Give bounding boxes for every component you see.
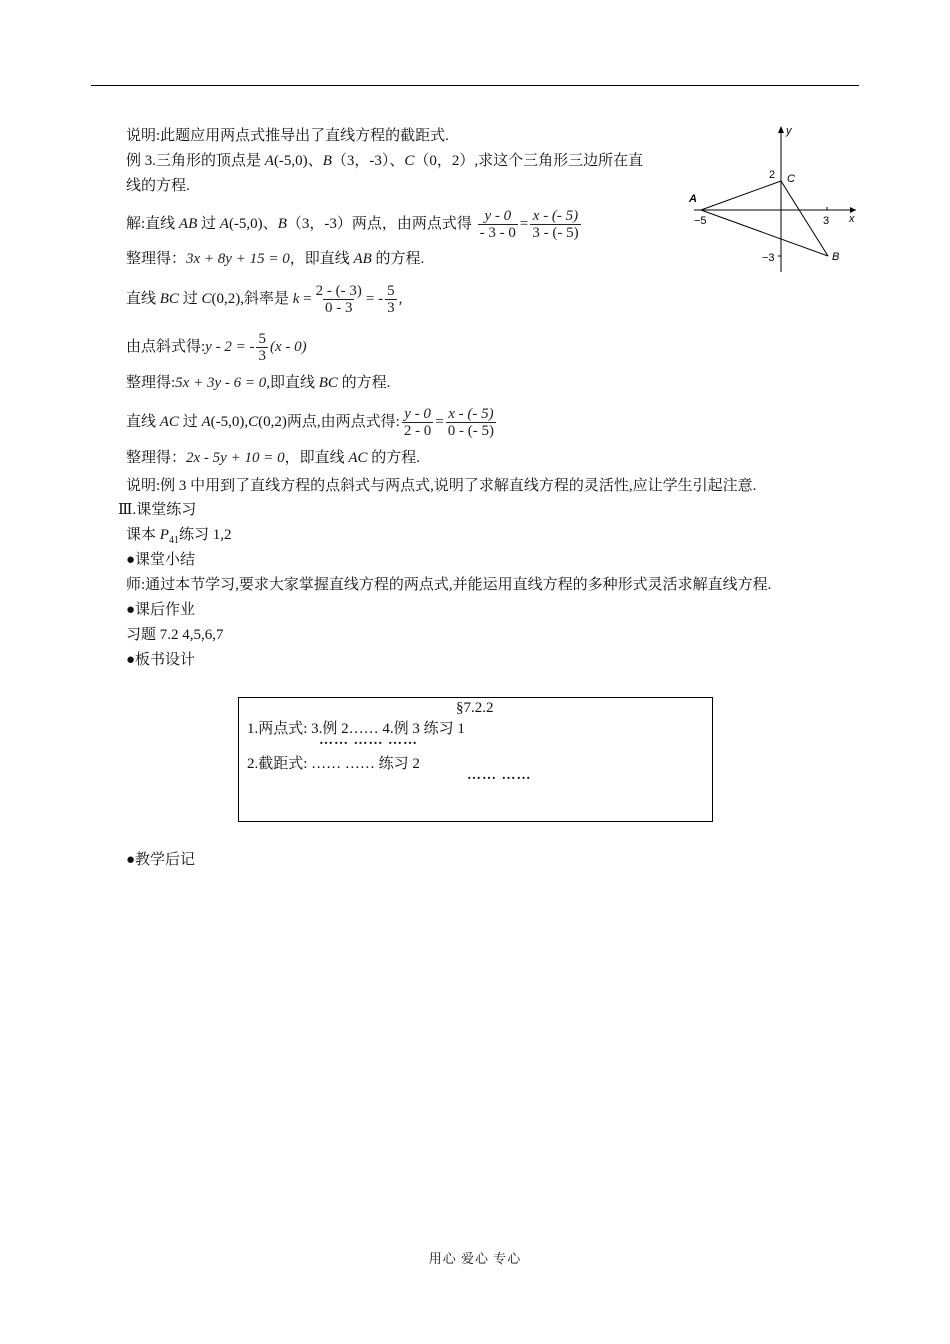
example-suffix: ,求这个三角形三边所在直 <box>474 153 644 169</box>
example3-statement <box>126 151 643 171</box>
point-b-label: B <box>832 251 840 263</box>
fraction-denominator: - 3 - 0 <box>479 225 516 242</box>
section-practice <box>118 500 196 520</box>
line-bc-slope: 直线 BC 过 C(0,2),斜率是 k = $\frac{2 - (- 3)}{0 - 3}$ = - $\frac{5}{3}$ , <box>126 283 403 317</box>
board-design-box <box>238 697 713 822</box>
page-footer: 用心 爱心 专心 <box>428 1251 522 1266</box>
tidy-label: 整理得: <box>126 375 176 391</box>
text-over: 过 <box>178 414 202 430</box>
section-heading: ●课后作业 <box>126 602 196 618</box>
text-hence: ,即直线 <box>266 375 319 391</box>
section-heading: Ⅲ.课堂练习 <box>118 502 197 518</box>
fraction-denominator: 0 - (- 5) <box>447 423 495 440</box>
tidy-ab <box>126 249 424 269</box>
point-slope <box>126 326 307 368</box>
text-equation: 的方程. <box>337 375 391 391</box>
fraction-numerator: 5 <box>258 331 266 348</box>
note-flexibility <box>126 476 756 496</box>
point-c-label: C <box>787 173 795 185</box>
text-over: 过 <box>178 291 202 307</box>
fraction-slope <box>314 283 364 316</box>
y-axis-label: y <box>786 125 792 137</box>
fraction-ac-right <box>446 406 496 439</box>
board-title: §7.2.2 <box>456 700 494 716</box>
text-over: 过 <box>197 216 220 232</box>
tidy-label: 整理得： <box>126 251 187 267</box>
board-heading <box>126 650 195 670</box>
coord-c: （0，2） <box>414 153 475 169</box>
textbook-exercise <box>126 525 231 551</box>
text-equation: 的方程. <box>371 251 425 267</box>
tidy-label: 整理得： <box>126 450 187 466</box>
line-ac-label: AC <box>159 414 179 430</box>
equation-ab: 3x + 8y + 15 = 0 <box>186 251 290 267</box>
equation-bc: 5x + 3y - 6 = 0 <box>175 375 267 391</box>
fraction-denominator: 3 <box>258 348 266 365</box>
vertex-b: B <box>322 153 332 169</box>
fraction-numerator: y - 0 <box>404 406 431 423</box>
summary-heading <box>126 550 195 570</box>
point-a-label: A <box>689 193 697 205</box>
line-bc-label: BC <box>318 375 338 391</box>
tick-label-2: 2 <box>769 169 776 181</box>
coord-a: (-5,0), <box>210 414 249 430</box>
fraction-five-thirds <box>256 331 268 364</box>
coord-a: (-5,0) <box>228 216 263 232</box>
text-line: 直线 <box>126 291 160 307</box>
fraction-ab-right <box>530 208 580 241</box>
vertex-c: C <box>201 291 212 307</box>
fraction-numerator: 5 <box>387 283 395 300</box>
equation-ac: 2x - 5y + 10 = 0 <box>186 450 285 466</box>
fraction-numerator: 2 - (- 3) <box>315 283 362 300</box>
fraction-denominator: 3 <box>387 300 395 317</box>
fraction-five-thirds <box>385 283 397 316</box>
board-row-2: 2.截距式: …… …… 练习 2 <box>247 756 420 772</box>
exercise-list: 练习 1,2 <box>178 527 232 543</box>
text-line: 直线 <box>126 414 160 430</box>
fraction-ac-left <box>402 406 434 439</box>
example3-statement-cont <box>126 176 190 196</box>
slope-text: ,斜率是 <box>240 291 293 307</box>
homework-heading <box>126 600 195 620</box>
coord-c: (0,2) <box>258 414 287 430</box>
page-number: 41 <box>168 535 179 546</box>
line-ac: 直线 AC 过 A(-5,0),C(0,2)两点,由两点式得: $\frac{y - 0}{2 - 0}$ = $\frac{x - (- 5)}{0 - (- 5)}$ <box>126 406 495 440</box>
fraction-numerator: x - (- 5) <box>448 406 494 423</box>
text-hence: ，即直线 <box>289 251 354 267</box>
line-bc-label: BC <box>159 291 179 307</box>
separator: 、 <box>307 153 323 169</box>
postscript-heading <box>126 850 195 870</box>
fraction-denominator: 2 - 0 <box>403 423 432 440</box>
homework-body: 习题 7.2 4,5,6,7 <box>126 627 224 643</box>
section-heading: ●课堂小结 <box>126 552 196 568</box>
fraction-numerator: y - 0 <box>484 208 512 225</box>
text-equation: 的方程. <box>367 450 421 466</box>
coord-b: （3，-3） <box>331 153 390 169</box>
separator: 、 <box>262 216 278 232</box>
vertex-a: A <box>219 216 229 232</box>
fraction-denominator: 0 - 3 <box>324 300 353 317</box>
line-ab-label: AB <box>178 216 198 232</box>
line-ac-label: AC <box>348 450 368 466</box>
board-row-1-dots: …… …… …… <box>319 733 418 748</box>
summary-text <box>126 575 771 595</box>
text-hence: ，即直线 <box>284 450 349 466</box>
coord-a: (-5,0) <box>273 153 308 169</box>
note-intercept <box>126 126 449 146</box>
board-row-1: 1.两点式: 3.例 2…… 4.例 3 练习 1 <box>247 721 465 737</box>
vertex-a: A <box>201 414 211 430</box>
point-slope-rhs: (x - 0) <box>269 339 307 355</box>
example-line2: 线的方程. <box>126 178 190 194</box>
triangle-figure <box>684 122 864 282</box>
example-prefix: 例 3.三角形的顶点是 <box>126 153 265 169</box>
segment-bc <box>781 181 828 256</box>
note-text: 说明:例 3 中用到了直线方程的点斜式与两点式,说明了求解直线方程的灵活性,应让学生引起注意. <box>126 478 757 494</box>
summary-body: 师:通过本节学习,要求大家掌握直线方程的两点式,并能运用直线方程的多种形式灵活求解直线方程. <box>126 577 772 593</box>
section-heading: ●板书设计 <box>126 652 196 668</box>
vertex-c: C <box>248 414 259 430</box>
y-axis-arrow-icon <box>778 126 784 133</box>
solution-prefix: 解:直线 <box>126 216 179 232</box>
line-ab-label: AB <box>353 251 372 267</box>
note-text: 说明:此题应用两点式推导出了直线方程的截距式. <box>126 128 449 144</box>
x-axis-label: x <box>849 213 855 225</box>
section-heading: ●教学后记 <box>126 852 196 868</box>
vertex-c: C <box>404 153 415 169</box>
fraction-denominator: 3 - (- 5) <box>532 225 579 242</box>
coord-c: (0,2) <box>211 291 241 307</box>
fraction-numerator: x - (- 5) <box>532 208 579 225</box>
tidy-ac <box>126 448 420 468</box>
point-slope-label: 由点斜式得: <box>126 339 206 355</box>
vertex-b: B <box>277 216 287 232</box>
point-slope-lhs: y - 2 = - <box>205 339 255 355</box>
fraction-ab-left <box>478 208 518 241</box>
textbook-prefix: 课本 <box>126 527 160 543</box>
board-row-2-dots: …… …… <box>467 768 532 783</box>
separator: 、 <box>389 153 405 169</box>
coord-b: （3，-3） <box>286 216 352 232</box>
header-rule <box>91 85 859 86</box>
homework-text <box>126 625 224 645</box>
two-point-text: 两点,由两点式得: <box>286 414 400 430</box>
segment-ab <box>701 210 828 256</box>
two-point-text: 两点，由两点式得 <box>351 216 472 232</box>
segment-ac <box>701 181 781 210</box>
solution-ab: 解:直线 AB 过 A(-5,0)、B（3，-3）两点，由两点式得 $\frac{y - 0}{- 3 - 0}$ = $\frac{x - (- 5)}{3 - (- 5)}$ <box>126 208 579 242</box>
slope-k: k <box>292 291 300 307</box>
vertex-a: A <box>264 153 274 169</box>
tick-label-3: 3 <box>823 215 830 227</box>
tidy-bc <box>126 373 390 393</box>
tick-label-neg5: −5 <box>694 215 707 227</box>
page-p: P <box>159 527 169 543</box>
tick-label-neg3: −3 <box>762 252 775 264</box>
